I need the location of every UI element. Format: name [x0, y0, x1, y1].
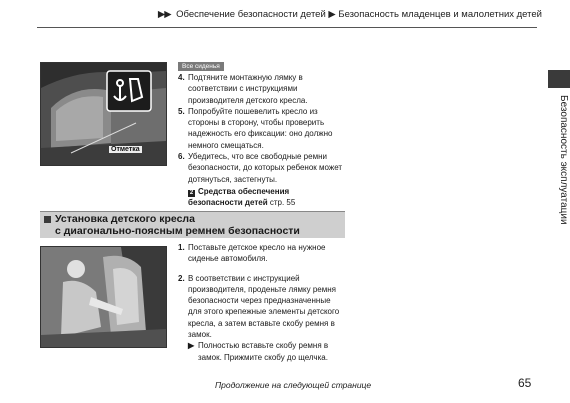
section-title-line1: Установка детского кресла: [55, 213, 195, 225]
sub-step: ▶ Полностью вставьте скобу ремня в замок. Прижмите скобу до щелчка.: [188, 341, 329, 362]
reference-page: стр. 55: [269, 198, 296, 208]
arrow-icon: ▶: [328, 9, 336, 20]
car-interior-illustration: [41, 63, 166, 165]
steps-bottom-list: [178, 242, 345, 363]
cross-reference-link[interactable]: 2 Средства обеспечения безопасности детей стр. 55: [188, 186, 296, 208]
all-seats-badge: Все сиденья: [178, 62, 224, 71]
continued-note: Продолжение на следующей странице: [215, 380, 372, 390]
child-seat-installation-photo: [40, 246, 167, 348]
section-square-icon: [44, 216, 51, 223]
breadcrumb: [158, 9, 542, 20]
step-4: 4. Подтяните монтажную лямку в соответствии с инструкциями производителя детского кресла.: [178, 73, 308, 105]
double-arrow-icon: ▶▶: [157, 9, 171, 20]
section-heading: [40, 211, 345, 238]
breadcrumb-item-1[interactable]: Обеспечение безопасности детей: [176, 9, 326, 20]
step-6: 6. Убедитесь, что все свободные ремни безопасности, до которых ребенок может дотянуться, застегнуты.: [178, 152, 343, 184]
section-tab-marker: [548, 70, 570, 88]
page-number: 65: [518, 376, 532, 390]
seat-installation-illustration: [41, 247, 166, 347]
section-title-line2: с диагонально-поясным ремнем безопасности: [55, 225, 300, 237]
step-2: 2. В соответствии с инструкцией производителя, проденьте лямку ремня безопасности через предназначенные для этого крепежные элементы детского кресла, а затем вставьте скобу ремня в замок.: [178, 273, 340, 340]
steps-top-list: [178, 72, 345, 209]
figure-caption: Отметка: [111, 146, 140, 153]
side-tab-label: Безопасность эксплуатации: [558, 95, 569, 225]
breadcrumb-item-2[interactable]: Безопасность младенцев и малолетних детей: [338, 9, 542, 20]
header-divider: [37, 27, 537, 28]
triangle-bullet-icon: ▶: [188, 341, 195, 351]
tether-anchor-photo: [40, 62, 167, 166]
reference-icon: 2: [189, 189, 194, 196]
step-5: 5. Попробуйте пошевелить кресло из стороны в сторону, чтобы проверить надежность его фиксации: оно должно немного смещаться.: [178, 106, 333, 150]
step-1: 1. Поставьте детское кресло на нужное сиденье автомобиля.: [178, 243, 326, 264]
